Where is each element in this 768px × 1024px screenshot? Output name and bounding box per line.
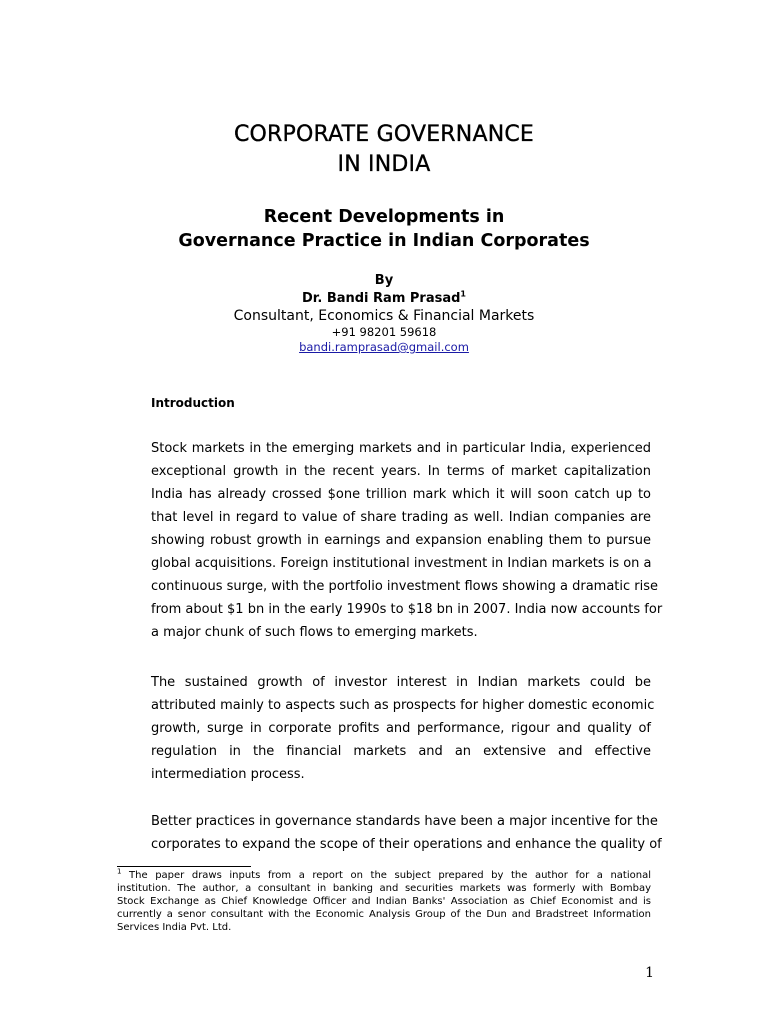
paragraph-2 <box>151 671 655 786</box>
paragraph-line: continuous surge, with the portfolio investment flows showing a dramatic rise <box>151 579 658 594</box>
document-subtitle-line-2: Governance Practice in Indian Corporates <box>178 231 590 251</box>
paragraph-3 <box>151 810 662 856</box>
paragraph-line: from about $1 bn in the early 1990s to $18 bn in 2007. India now accounts for <box>151 602 663 617</box>
paragraph-line: showing robust growth in earnings and expansion enabling them to pursue <box>151 533 651 548</box>
author-phone: +91 98201 59618 <box>331 325 437 339</box>
footnote-line: currently a senor consultant with the Economic Analysis Group of the Dun and Bradstreet Information <box>117 909 651 920</box>
paragraph-line: that level in regard to value of share trading as well. Indian companies are <box>151 510 651 525</box>
paragraph-line: intermediation process. <box>151 767 305 782</box>
paragraph-line: India has already crossed $one trillion mark which it will soon catch up to <box>151 487 651 502</box>
section-heading-introduction: Introduction <box>151 396 235 410</box>
paragraph-line: Stock markets in the emerging markets and in particular India, experienced <box>151 441 651 456</box>
paragraph-line: corporates to expand the scope of their operations and enhance the quality of <box>151 837 662 852</box>
page-number: 1 <box>645 965 654 981</box>
paragraph-line: regulation in the financial markets and an extensive and effective <box>151 744 651 759</box>
document-title-line-1: CORPORATE GOVERNANCE <box>233 122 535 147</box>
paragraph-line: a major chunk of such flows to emerging markets. <box>151 625 478 640</box>
footnote <box>117 869 651 934</box>
paragraph-line: exceptional growth in the recent years. In terms of market capitalization <box>151 464 651 479</box>
footnote-line: institution. The author, a consultant in banking and securities markets was formerly with Bombay <box>117 883 651 894</box>
footnote-line <box>117 869 651 882</box>
author-name-text: Dr. Bandi Ram Prasad <box>302 291 461 306</box>
footnote-separator <box>117 866 251 867</box>
paragraph-line: attributed mainly to aspects such as prospects for higher domestic economic <box>151 698 655 713</box>
footnote-line-text: The paper draws inputs from a report on the subject prepared by the author for a national <box>121 870 651 881</box>
document-title-line-2: IN INDIA <box>337 152 431 177</box>
footnote-line: Services India Pvt. Ltd. <box>117 922 232 933</box>
paragraph-line: The sustained growth of investor interest in Indian markets could be <box>151 675 651 690</box>
paragraph-1 <box>151 437 663 644</box>
footnote-line: Stock Exchange as Chief Knowledge Officer and Indian Banks' Association as Chief Economist and is <box>117 896 651 907</box>
author-affiliation: Consultant, Economics & Financial Markets <box>233 308 535 324</box>
author-footnote-marker[interactable]: 1 <box>460 289 466 299</box>
paragraph-line: growth, surge in corporate profits and performance, rigour and quality of <box>151 721 651 736</box>
document-subtitle-line-1: Recent Developments in <box>263 207 505 227</box>
paragraph-line: global acquisitions. Foreign institutional investment in Indian markets is on a <box>151 556 652 571</box>
author-email-link[interactable]: bandi.ramprasad@gmail.com <box>299 340 469 354</box>
footnote-marker: 1 <box>117 867 122 876</box>
byline-by: By <box>374 273 394 288</box>
paragraph-line: Better practices in governance standards have been a major incentive for the <box>151 814 658 829</box>
